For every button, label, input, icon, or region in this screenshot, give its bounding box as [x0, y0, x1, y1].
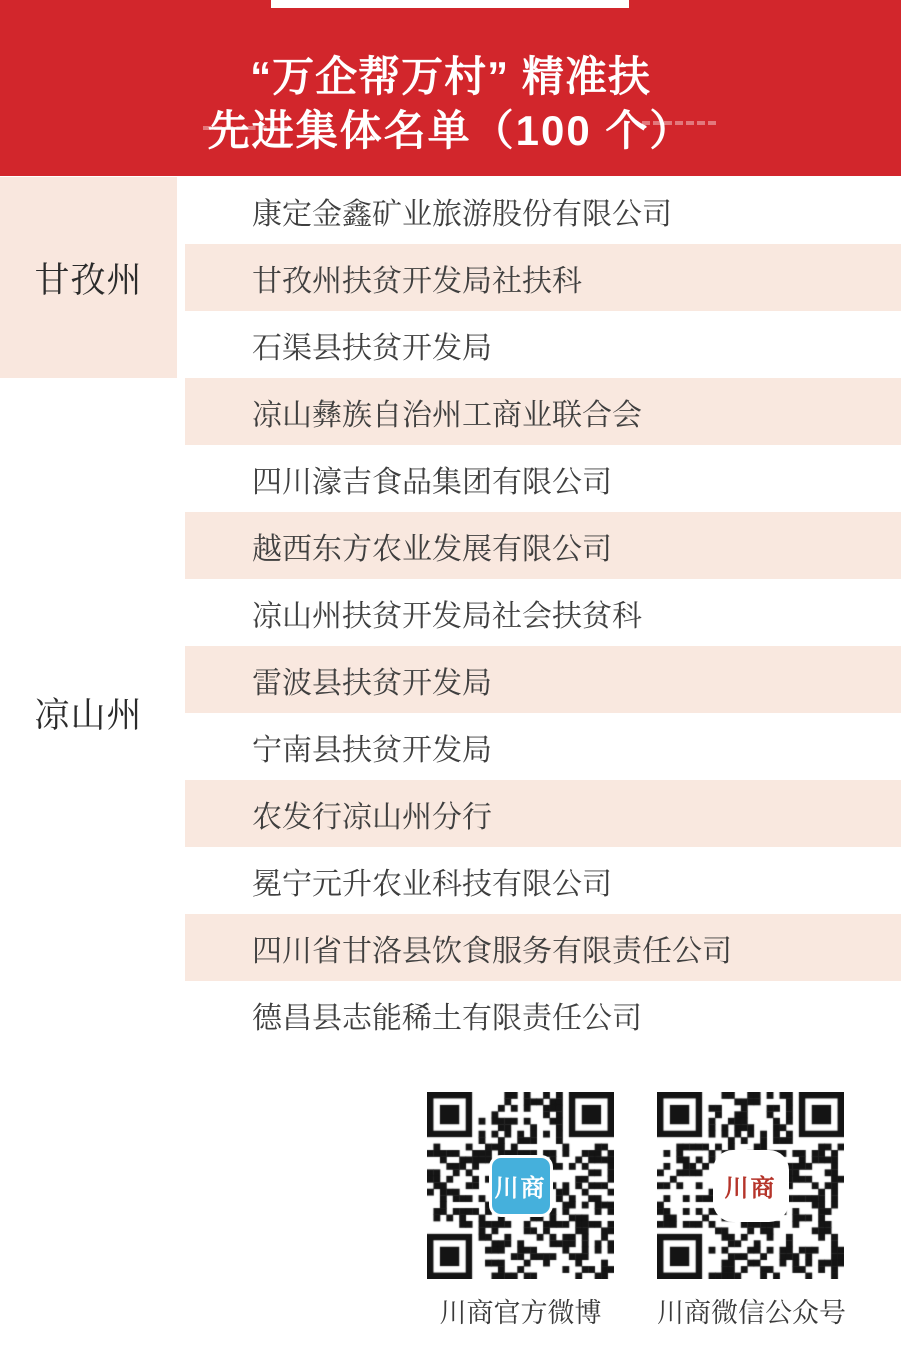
- banner-top-notch: [271, 0, 629, 8]
- table-row: 四川濠吉食品集团有限公司: [185, 445, 901, 512]
- table-row: 四川省甘洛县饮食服务有限责任公司: [185, 914, 901, 981]
- header-banner: [0, 0, 901, 176]
- table-row: 康定金鑫矿业旅游股份有限公司: [185, 177, 901, 244]
- page-title-line1: “万企帮万村” 精准扶: [250, 53, 651, 100]
- table-row: 石渠县扶贫开发局: [185, 311, 901, 378]
- table-row: 凉山州扶贫开发局社会扶贫科: [185, 579, 901, 646]
- table-row: 甘孜州扶贫开发局社扶科: [185, 244, 901, 311]
- table-row: 冕宁元升农业科技有限公司: [185, 847, 901, 914]
- qr-code-weibo: [427, 1092, 614, 1279]
- chuanshang-logo-red: 川商: [713, 1150, 789, 1222]
- table-row: 凉山彝族自治州工商业联合会: [185, 378, 901, 445]
- qr-code-wechat: [657, 1092, 844, 1279]
- table-row: 德昌县志能稀土有限责任公司: [185, 981, 901, 1048]
- qr-block-wechat: [657, 1092, 844, 1330]
- organization-list: [185, 177, 901, 1048]
- chuanshang-logo-blue: 川商: [489, 1155, 553, 1217]
- page-title-line2: 先进集体名单（100 个）: [207, 107, 694, 154]
- qr-caption-wechat: 川商微信公众号: [657, 1298, 846, 1328]
- region-label-column: [0, 177, 177, 1048]
- region-label-liangshanzhou: 凉山州: [0, 378, 177, 1048]
- region-label-ganzizhou: 甘孜州: [0, 177, 177, 378]
- table-row: 农发行凉山州分行: [185, 780, 901, 847]
- qr-block-weibo: [427, 1092, 614, 1330]
- table-row: 雷波县扶贫开发局: [185, 646, 901, 713]
- qr-caption-weibo: 川商官方微博: [439, 1298, 602, 1328]
- table-row: 越西东方农业发展有限公司: [185, 512, 901, 579]
- table-row: 宁南县扶贫开发局: [185, 713, 901, 780]
